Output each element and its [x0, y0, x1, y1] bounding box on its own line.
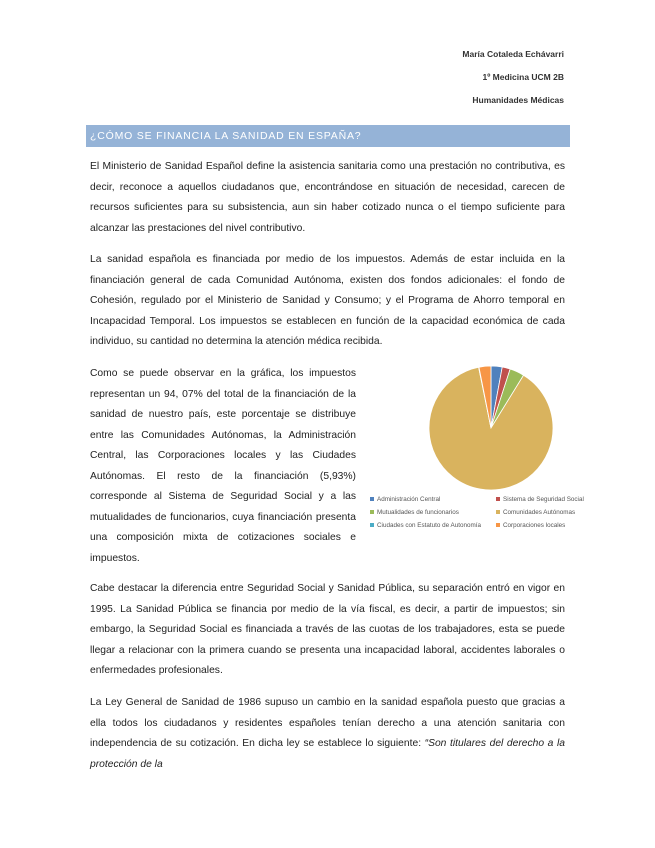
legend-swatch	[370, 523, 374, 527]
section-heading: ¿CÓMO SE FINANCIA LA SANIDAD EN ESPAÑA?	[86, 125, 570, 147]
paragraph-chart-explanation: Como se puede observar en la gráfica, los impuestos representan un 94, 07% del total de la financiación de la sanidad de nuestro país, este porcentaje se distribuye entre las Comunidades Autónomas, la Administración Central, las Corporaciones locales y las Ciudades Autónomas. El resto de la financiación (5,93%) corresponde al Sistema de Seguridad Social y a las mutualidades de funcionarios, cuya financiación presenta una composición mixta de cotizaciones sociales e impuestos.	[90, 368, 356, 564]
legend-swatch	[370, 497, 374, 501]
subject-label: Humanidades Médicas	[472, 95, 564, 105]
legend-item	[496, 496, 584, 503]
pie-chart-svg	[368, 366, 598, 496]
legend-label: Mutualidades de funcionarios	[377, 509, 459, 516]
legend-swatch	[496, 497, 500, 501]
legend-label: Corporaciones locales	[503, 522, 566, 529]
law-quote: “Son titulares del derecho a la protección de la	[90, 738, 565, 770]
paragraph-definition: El Ministerio de Sanidad Español define la asistencia sanitaria como una prestación no contributiva, es decir, reconoce a aquellos ciudadanos que, encontrándose en situación de necesidad, carecen de recursos suficientes para su subsistencia, aun sin haber cotizado nunca o el tiempo suficiente para alcanzar las prestaciones del nivel contributivo.	[90, 161, 565, 234]
paragraph-general-health-law	[90, 693, 565, 775]
legend-swatch	[496, 523, 500, 527]
legend-swatch	[496, 510, 500, 514]
legend-item	[370, 509, 459, 516]
course-label: 1º Medicina UCM 2B	[482, 72, 564, 82]
legend-label: Administración Central	[377, 496, 441, 503]
legend-item	[370, 522, 481, 529]
legend-label: Ciudades con Estatuto de Autonomía	[377, 522, 481, 529]
legend-item	[496, 509, 575, 516]
law-text: La Ley General de Sanidad de 1986 supuso un cambio en la sanidad española puesto que gracias a ella todos los ciudadanos y residentes españoles tenían derecho a una atención sanitaria con independencia de su cotización. En dicha ley se establece lo siguiente:	[90, 697, 565, 749]
legend-item	[496, 522, 565, 529]
legend-item	[370, 496, 440, 503]
paragraph-social-security: Cabe destacar la diferencia entre Seguridad Social y Sanidad Pública, su separación entró en vigor en 1995. La Sanidad Pública se financia por medio de la vía fiscal, es decir, a partir de impuestos; sin embargo, la Seguridad Social es financiada a través de las cuotas de los trabajadores, esta se puede llegar a relacionar con la primera cuando se presenta una incapacidad laboral, accidentes laborales o enfermedades profesionales.	[90, 583, 565, 676]
legend-label: Sistema de Seguridad Social	[503, 496, 584, 503]
legend-label: Comunidades Autónomas	[503, 509, 576, 516]
paragraph-taxes: La sanidad española es financiada por medio de los impuestos. Además de estar incluida en la financiación general de cada Comunidad Autónoma, existen dos fondos adicionales: el fondo de Cohesión, regulado por el Ministerio de Sanidad y Consumo; y el Programa de Ahorro temporal en Incapacidad Temporal. Los impuestos se establecen en función de la capacidad económica de cada individuo, su cantidad no determina la atención médica recibida.	[90, 254, 565, 347]
financing-pie-chart	[368, 366, 598, 542]
author-name: María Cotaleda Echávarri	[462, 49, 564, 59]
legend-swatch	[370, 510, 374, 514]
